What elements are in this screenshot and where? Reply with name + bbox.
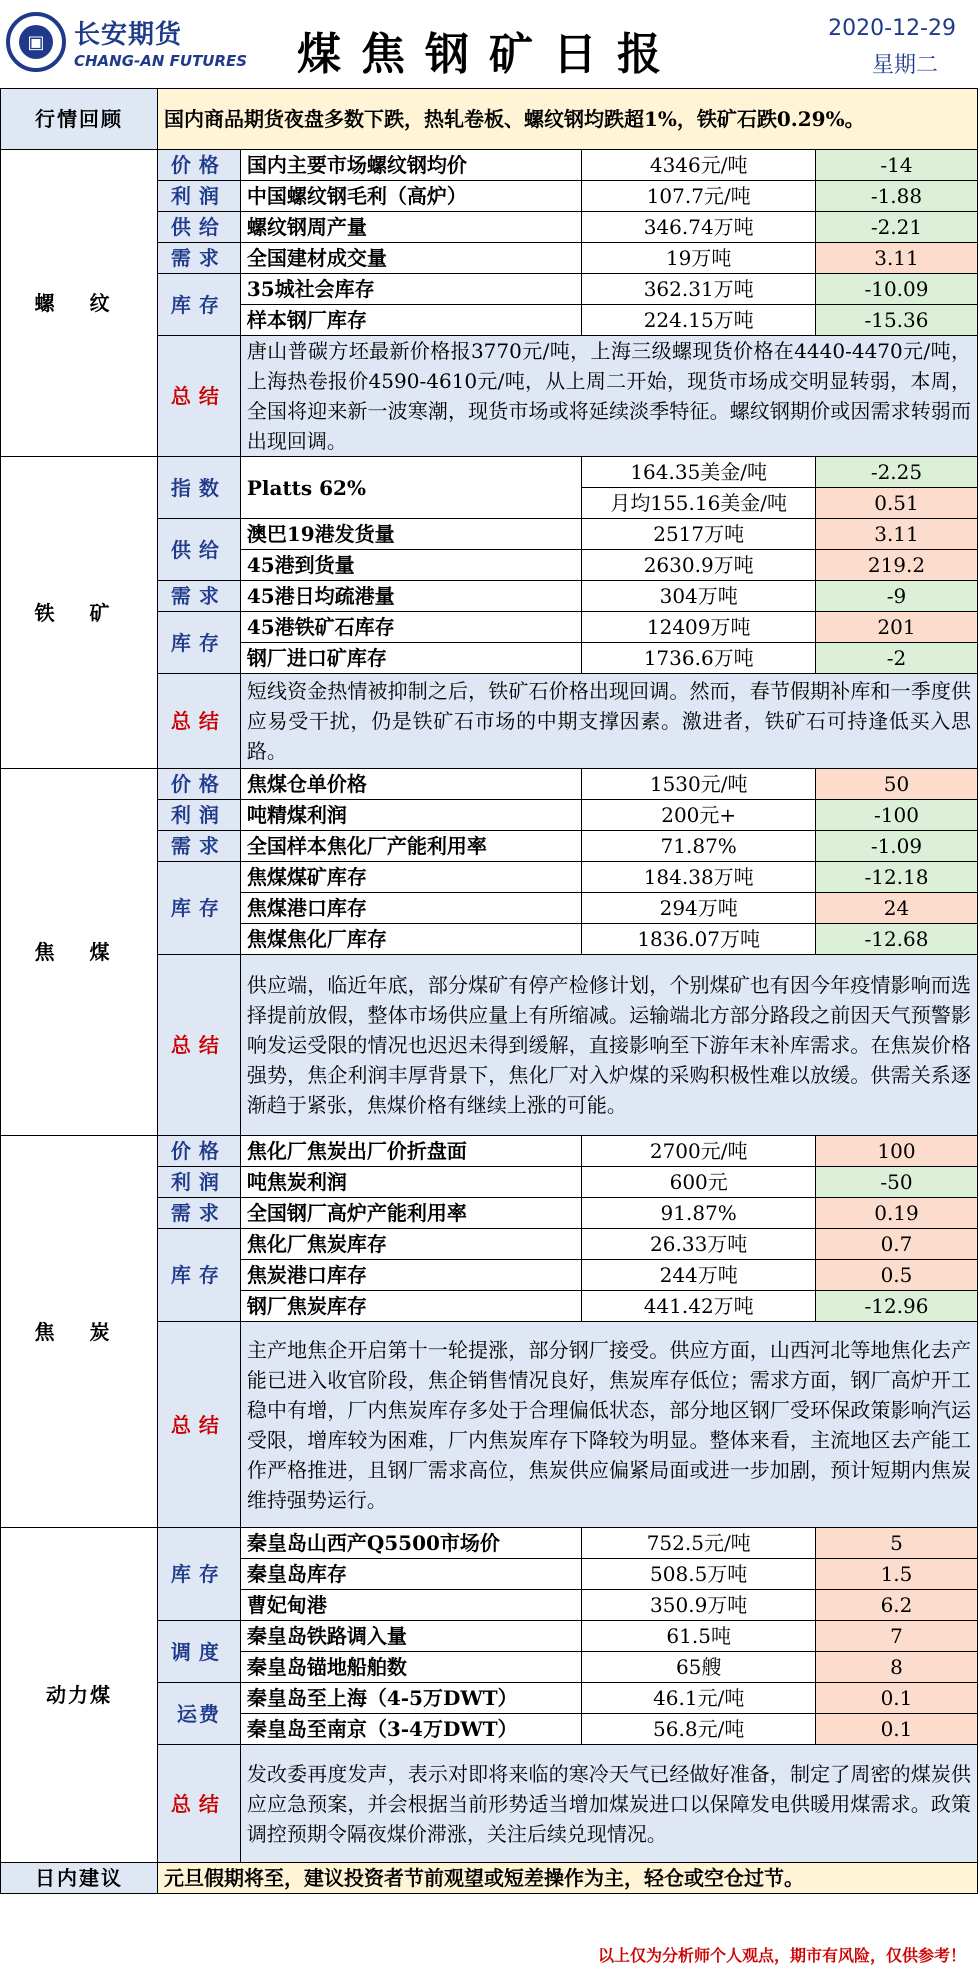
row-item: 秦皇岛铁路调入量 <box>240 1621 582 1652</box>
row-item: 秦皇岛至南京（3-4万DWT） <box>240 1714 582 1745</box>
section-thermal-coal: 动力煤 <box>1 1528 158 1863</box>
category-stock: 库存 <box>157 1528 240 1621</box>
row-item: 钢厂焦炭库存 <box>240 1291 582 1322</box>
review-label: 行情回顾 <box>1 89 158 150</box>
category-dispatch: 调度 <box>157 1621 240 1683</box>
brand-name-en: CHANG-AN FUTURES <box>74 52 248 70</box>
row-change: 6.2 <box>815 1590 977 1621</box>
row-value: 12409万吨 <box>582 612 816 643</box>
row-value: 1836.07万吨 <box>582 924 816 955</box>
category-supply: 供给 <box>157 212 240 243</box>
summary-text: 供应端，临近年底，部分煤矿有停产检修计划，个别煤矿也有因今年疫情影响而选择提前放假，整体市场供应量上有所缩减。运输端北方部分路段之前因天气预警影响发运受限的情况也迟迟未得到缓解，直接影响至下游年末补库需求。在焦炭价格强势，焦企利润丰厚背景下，焦化厂对入炉煤的采购积极性难以放缓。供需关系逐渐趋于紧张，焦煤价格有继续上涨的可能。 <box>240 955 977 1136</box>
row-item: 35城社会库存 <box>240 274 582 305</box>
row-change: -12.96 <box>815 1291 977 1322</box>
row-change: 0.1 <box>815 1714 977 1745</box>
row-value: 91.87% <box>582 1198 816 1229</box>
row-value: 2700元/吨 <box>582 1136 816 1167</box>
row-value: 56.8元/吨 <box>582 1714 816 1745</box>
category-summary: 总结 <box>157 955 240 1136</box>
row-item: 样本钢厂库存 <box>240 305 582 336</box>
row-value: 346.74万吨 <box>582 212 816 243</box>
row-item: 秦皇岛至上海（4-5万DWT） <box>240 1683 582 1714</box>
row-change: 201 <box>815 612 977 643</box>
row-change: 1.5 <box>815 1559 977 1590</box>
advice-label: 日内建议 <box>1 1863 158 1894</box>
row-value: 61.5吨 <box>582 1621 816 1652</box>
row-change: 3.11 <box>815 519 977 550</box>
summary-text: 发改委再度发声，表示对即将来临的寒冷天气已经做好准备，制定了周密的煤炭供应应急预案，并会根据当前形势适当增加煤炭进口以保障发电供暖用煤需求。政策调控预期令隔夜煤价滞涨，关注后续兑现情况。 <box>240 1745 977 1863</box>
table-row <box>1 457 978 488</box>
row-item: 全国样本焦化厂产能利用率 <box>240 831 582 862</box>
summary-text: 短线资金热情被抑制之后，铁矿石价格出现回调。然而，春节假期补库和一季度供应易受干扰，仍是铁矿石市场的中期支撑因素。激进者，铁矿石可持逢低买入思路。 <box>240 674 977 769</box>
row-change: 24 <box>815 893 977 924</box>
category-profit: 利润 <box>157 1167 240 1198</box>
row-change: -50 <box>815 1167 977 1198</box>
row-item: 焦化厂焦炭库存 <box>240 1229 582 1260</box>
row-change: 0.5 <box>815 1260 977 1291</box>
row-item: 澳巴19港发货量 <box>240 519 582 550</box>
row-value: 107.7元/吨 <box>582 181 816 212</box>
category-stock: 库存 <box>157 862 240 955</box>
row-value: 26.33万吨 <box>582 1229 816 1260</box>
row-item: 焦煤焦化厂库存 <box>240 924 582 955</box>
row-change: -2.25 <box>815 457 977 488</box>
row-value: 月均155.16美金/吨 <box>582 488 816 519</box>
category-profit: 利润 <box>157 800 240 831</box>
category-summary: 总结 <box>157 1745 240 1863</box>
row-item: 45港日均疏港量 <box>240 581 582 612</box>
advice-text: 元旦假期将至，建议投资者节前观望或短差操作为主，轻仓或空仓过节。 <box>157 1863 977 1894</box>
row-change: -1.88 <box>815 181 977 212</box>
row-value: 2517万吨 <box>582 519 816 550</box>
table-row <box>1 1136 978 1167</box>
row-value: 164.35美金/吨 <box>582 457 816 488</box>
row-change: 0.7 <box>815 1229 977 1260</box>
brand-name-cn: 长安期货 <box>74 20 183 50</box>
row-value: 19万吨 <box>582 243 816 274</box>
row-item: 中国螺纹钢毛利（高炉） <box>240 181 582 212</box>
row-item: 国内主要市场螺纹钢均价 <box>240 150 582 181</box>
category-profit: 利润 <box>157 181 240 212</box>
category-supply: 供给 <box>157 519 240 581</box>
category-stock: 库存 <box>157 612 240 674</box>
table-row <box>1 769 978 800</box>
report-weekday: 星期二 <box>871 53 938 78</box>
row-change: -12.68 <box>815 924 977 955</box>
row-value: 294万吨 <box>582 893 816 924</box>
row-item: 秦皇岛锚地船舶数 <box>240 1652 582 1683</box>
row-change: -9 <box>815 581 977 612</box>
row-value: 752.5元/吨 <box>582 1528 816 1559</box>
row-item: 秦皇岛库存 <box>240 1559 582 1590</box>
category-stock: 库存 <box>157 274 240 336</box>
row-change: 3.11 <box>815 243 977 274</box>
row-item: 全国钢厂高炉产能利用率 <box>240 1198 582 1229</box>
row-change: 0.51 <box>815 488 977 519</box>
row-value: 441.42万吨 <box>582 1291 816 1322</box>
category-price: 价格 <box>157 1136 240 1167</box>
row-item: 钢厂进口矿库存 <box>240 643 582 674</box>
row-change: -1.09 <box>815 831 977 862</box>
category-index: 指数 <box>157 457 240 519</box>
row-value: 46.1元/吨 <box>582 1683 816 1714</box>
row-change: 100 <box>815 1136 977 1167</box>
row-item: 焦煤仓单价格 <box>240 769 582 800</box>
report-title: 煤焦钢矿日报 <box>297 29 681 80</box>
row-change: 0.19 <box>815 1198 977 1229</box>
row-change: -12.18 <box>815 862 977 893</box>
table-row <box>1 150 978 181</box>
row-change: 50 <box>815 769 977 800</box>
category-freight: 运费 <box>157 1683 240 1745</box>
report-header <box>0 0 978 90</box>
row-item: 焦煤煤矿库存 <box>240 862 582 893</box>
row-item: 焦化厂焦炭出厂价折盘面 <box>240 1136 582 1167</box>
row-value: 4346元/吨 <box>582 150 816 181</box>
category-demand: 需求 <box>157 581 240 612</box>
row-value: 2630.9万吨 <box>582 550 816 581</box>
disclaimer: 以上仅为分析师个人观点，期市有风险，仅供参考！ <box>597 1946 966 1965</box>
row-item: 45港铁矿石库存 <box>240 612 582 643</box>
advice-row <box>1 1863 978 1894</box>
section-iron-ore: 铁 矿 <box>1 457 158 769</box>
row-item: 焦煤港口库存 <box>240 893 582 924</box>
category-price: 价格 <box>157 769 240 800</box>
category-demand: 需求 <box>157 831 240 862</box>
section-rebar: 螺 纹 <box>1 150 158 457</box>
row-value: 65艘 <box>582 1652 816 1683</box>
row-value: 244万吨 <box>582 1260 816 1291</box>
row-item: 螺纹钢周产量 <box>240 212 582 243</box>
row-value: 600元 <box>582 1167 816 1198</box>
row-value: 1530元/吨 <box>582 769 816 800</box>
row-item: 吨焦炭利润 <box>240 1167 582 1198</box>
row-item: Platts 62% <box>240 457 582 519</box>
section-coke: 焦 炭 <box>1 1136 158 1528</box>
row-value: 71.87% <box>582 831 816 862</box>
row-item: 吨精煤利润 <box>240 800 582 831</box>
row-item: 全国建材成交量 <box>240 243 582 274</box>
row-item: 秦皇岛山西产Q5500市场价 <box>240 1528 582 1559</box>
category-summary: 总结 <box>157 1322 240 1528</box>
category-demand: 需求 <box>157 243 240 274</box>
row-change: 7 <box>815 1621 977 1652</box>
row-change: -10.09 <box>815 274 977 305</box>
row-change: -15.36 <box>815 305 977 336</box>
row-change: -2.21 <box>815 212 977 243</box>
category-summary: 总结 <box>157 336 240 457</box>
row-value: 1736.6万吨 <box>582 643 816 674</box>
report-table <box>0 88 978 1894</box>
row-change: -14 <box>815 150 977 181</box>
row-change: -100 <box>815 800 977 831</box>
row-value: 350.9万吨 <box>582 1590 816 1621</box>
row-value: 224.15万吨 <box>582 305 816 336</box>
row-change: 5 <box>815 1528 977 1559</box>
table-row <box>1 1528 978 1559</box>
row-change: -2 <box>815 643 977 674</box>
category-demand: 需求 <box>157 1198 240 1229</box>
category-price: 价格 <box>157 150 240 181</box>
row-change: 219.2 <box>815 550 977 581</box>
row-value: 184.38万吨 <box>582 862 816 893</box>
logo-mark-icon: ▣ <box>19 25 53 59</box>
summary-text: 唐山普碳方坯最新价格报3770元/吨，上海三级螺现货价格在4440-4470元/吨，上海热卷报价4590-4610元/吨，从上周二开始，现货市场成交明显转弱，本周，全国将迎来新一波寒潮，现货市场或将延续淡季特征。螺纹钢期价或因需求转弱而出现回调。 <box>240 336 977 457</box>
review-row <box>1 89 978 150</box>
row-value: 508.5万吨 <box>582 1559 816 1590</box>
category-stock: 库存 <box>157 1229 240 1322</box>
summary-text: 主产地焦企开启第十一轮提涨，部分钢厂接受。供应方面，山西河北等地焦化去产能已进入收官阶段，焦企销售情况良好，焦炭库存低位；需求方面，钢厂高炉开工稳中有增，厂内焦炭库存多处于合理偏低状态，部分地区钢厂受环保政策影响汽运受限，增库较为困难，厂内焦炭库存下降较为明显。整体来看，主流地区去产能工作严格推进，且钢厂需求高位，焦炭供应偏紧局面或进一步加剧，预计短期内焦炭维持强势运行。 <box>240 1322 977 1528</box>
row-change: 0.1 <box>815 1683 977 1714</box>
row-item: 曹妃甸港 <box>240 1590 582 1621</box>
review-text: 国内商品期货夜盘多数下跌，热轧卷板、螺纹钢均跌超1%，铁矿石跌0.29%。 <box>157 89 977 150</box>
section-coking-coal: 焦 煤 <box>1 769 158 1136</box>
row-value: 362.31万吨 <box>582 274 816 305</box>
category-summary: 总结 <box>157 674 240 769</box>
row-change: 8 <box>815 1652 977 1683</box>
row-item: 45港到货量 <box>240 550 582 581</box>
row-item: 焦炭港口库存 <box>240 1260 582 1291</box>
row-value: 304万吨 <box>582 581 816 612</box>
row-value: 200元+ <box>582 800 816 831</box>
report-date: 2020-12-29 <box>828 16 956 41</box>
